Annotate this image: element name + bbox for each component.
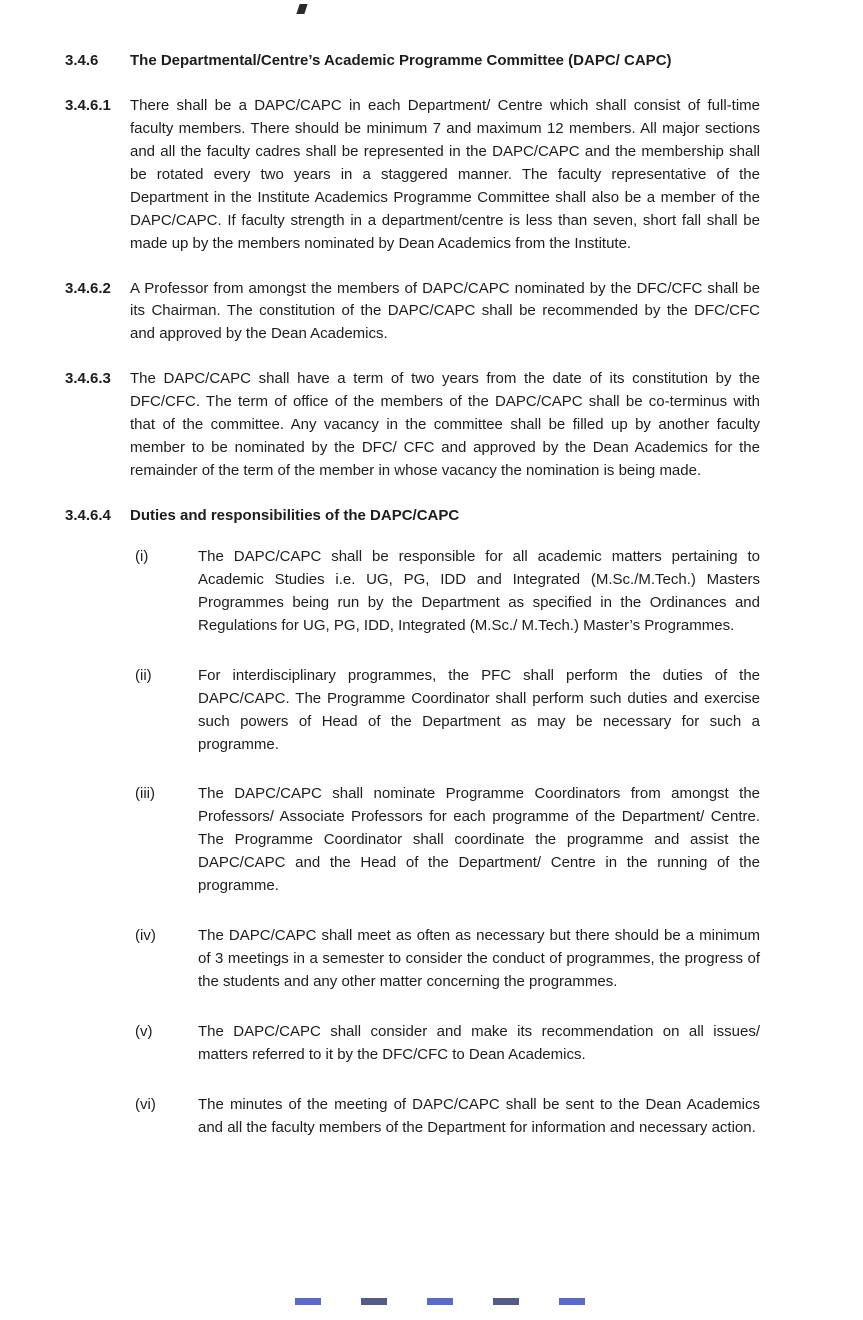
list-item-text: The DAPC/CAPC shall meet as often as necessary but there should be a minimum of 3 meetings in a semester to consider the conduct of programmes, the progress of the students and any other matter concerning the programmes. — [198, 927, 760, 990]
clause-number: 3.4.6.1 — [65, 96, 111, 114]
section-number: 3.4.6 — [65, 52, 99, 69]
list-item-v — [65, 1021, 760, 1067]
list-item-text: The DAPC/CAPC shall be responsible for all academic matters pertaining to Academic Studies i.e. UG, PG, IDD and Integrated (M.Sc./M.Tech.) Masters Programmes being run by the Department as specified in the Ordinances and Regulations for UG, PG, IDD, Integrated (M.Sc./ M.Tech.) Master’s Programmes. — [198, 547, 760, 634]
scan-artifacts-footer — [295, 1298, 585, 1305]
clause-text: There shall be a DAPC/CAPC in each Department/ Centre which shall consist of full-time faculty members. There should be minimum 7 and maximum 12 members. All major sections and all the faculty cadres shall be represented in the DAPC/CAPC and the membership shall be rotated every two years in a staggered manner. The faculty representative of the Department in the Institute Academics Programme Committee shall also be a member of the DAPC/CAPC. If faculty strength in a department/centre is less than seven, short fall shall be made up by the members nominated by Dean Academics from the Institute. — [130, 96, 760, 252]
clause-number: 3.4.6.4 — [65, 507, 111, 524]
clause-3-4-6-2 — [65, 278, 760, 347]
list-item-vi — [65, 1094, 760, 1140]
clause-number: 3.4.6.2 — [65, 279, 111, 297]
clause-number: 3.4.6.3 — [65, 370, 111, 388]
section-heading — [65, 50, 760, 73]
list-item-text: For interdisciplinary programmes, the PFC shall perform the duties of the DAPC/CAPC. The Programme Coordinator shall perform such duties and exercise such powers of Head of the Department as may be necessary for such a programme. — [198, 666, 760, 753]
clause-3-4-6-4-heading — [65, 505, 760, 528]
list-marker: (i) — [135, 547, 149, 565]
list-item-i — [65, 546, 760, 638]
list-item-text: The minutes of the meeting of DAPC/CAPC shall be sent to the Dean Academics and all the faculty members of the Department for information and necessary action. — [198, 1095, 760, 1136]
list-item-iii — [65, 783, 760, 898]
footer-mark — [493, 1298, 519, 1305]
list-marker: (ii) — [135, 666, 152, 684]
list-item-iv — [65, 925, 760, 994]
list-marker: (iv) — [135, 927, 156, 945]
list-marker: (vi) — [135, 1095, 156, 1113]
duties-list — [65, 546, 760, 1140]
footer-mark — [295, 1298, 321, 1305]
scan-artifact-top — [296, 4, 307, 14]
list-item-text: The DAPC/CAPC shall consider and make its recommendation on all issues/ matters referred to it by the DFC/CFC to Dean Academics. — [198, 1022, 760, 1063]
footer-mark — [427, 1298, 453, 1305]
list-marker: (v) — [135, 1022, 153, 1040]
list-item-ii — [65, 665, 760, 757]
clause-text: A Professor from amongst the members of DAPC/CAPC nominated by the DFC/CFC shall be its Chairman. The constitution of the DAPC/CAPC shall be recommended by the DFC/CFC and approved by the Dean Academics. — [130, 279, 760, 343]
clause-subheading: Duties and responsibilities of the DAPC/CAPC — [130, 507, 460, 524]
list-item-text: The DAPC/CAPC shall nominate Programme Coordinators from amongst the Professors/ Associate Professors for each programme of the Department/ Centre. The Programme Coordinator shall coordinate the programme and assist the DAPC/CAPC and the Head of the Department/ Centre in the running of the programme. — [198, 785, 760, 895]
clause-3-4-6-1 — [65, 95, 760, 256]
footer-mark — [559, 1298, 585, 1305]
clause-3-4-6-3 — [65, 368, 760, 483]
footer-mark — [361, 1298, 387, 1305]
clause-text: The DAPC/CAPC shall have a term of two years from the date of its constitution by the DFC/CFC. The term of office of the members of the DAPC/CAPC shall be co-terminus with that of the committee. Any vacancy in the committee shall be filled up by another faculty member to be nominated by the DFC/ CFC and approved by the Dean Academics for the remainder of the term of the member in whose vacancy the nomination is being made. — [130, 370, 760, 480]
section-title: The Departmental/Centre’s Academic Programme Committee (DAPC/ CAPC) — [130, 52, 672, 69]
list-marker: (iii) — [135, 785, 155, 803]
